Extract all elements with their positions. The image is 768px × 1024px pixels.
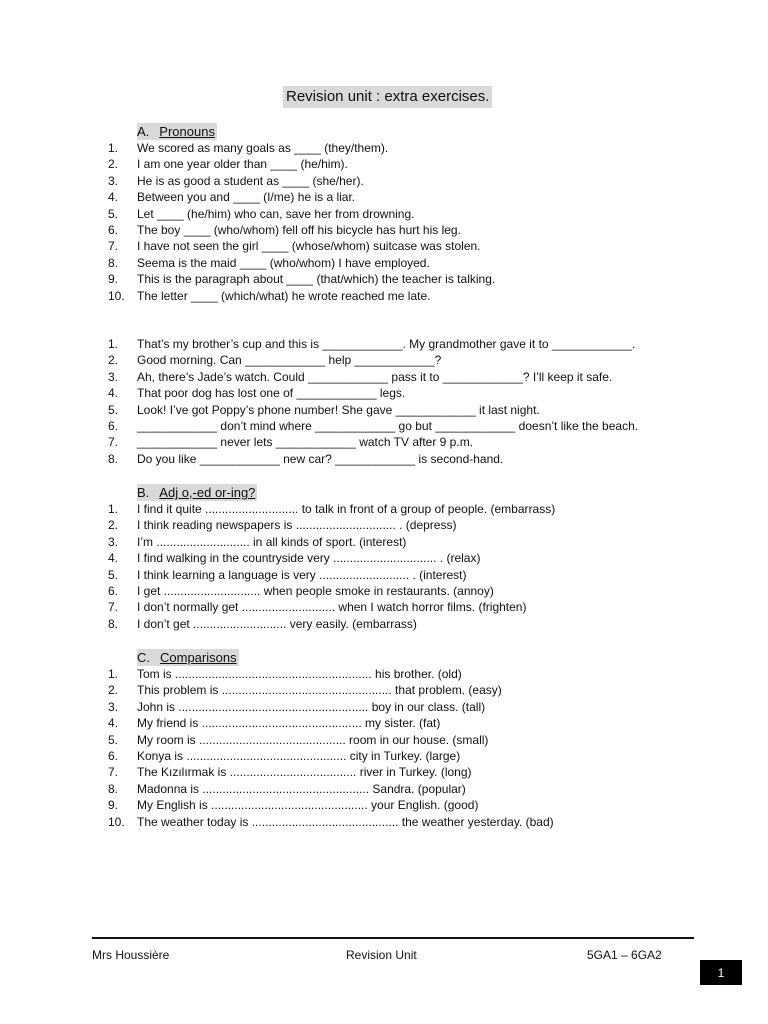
item-text: Good morning. Can ____________ help ____________? [137, 353, 442, 368]
exercise-item [108, 517, 555, 533]
item-number: 4. [108, 386, 119, 401]
exercise-item [108, 599, 555, 615]
item-text: I am one year older than ____ (he/him). [137, 157, 348, 172]
item-number: 6. [108, 418, 119, 433]
item-text: I find it quite ............................ to talk in front of a group of people. (embarrass) [137, 502, 556, 516]
section-title: Pronouns [159, 124, 215, 139]
section-c-heading [137, 649, 239, 666]
item-text: I think learning a language is very ........................... . (interest) [137, 567, 467, 582]
exercise-item [108, 567, 555, 583]
item-number: 3. [108, 699, 119, 714]
item-number: 7. [108, 435, 119, 450]
page-number: 1 [700, 960, 742, 985]
item-text: My room is ............................................ room in our house. (small) [137, 732, 489, 747]
exercise-item [108, 764, 554, 780]
exercise-item [108, 583, 555, 599]
exercise-item [108, 288, 495, 304]
item-number: 4. [108, 716, 119, 731]
item-number: 5. [108, 732, 119, 747]
item-number: 4. [108, 190, 119, 205]
item-number: 5. [108, 402, 119, 417]
item-number: 5. [108, 567, 119, 582]
item-number: 1. [108, 502, 119, 516]
exercise-item [108, 156, 495, 172]
section-title: Comparisons [160, 650, 237, 665]
item-text: The letter ____ (which/what) he wrote reached me late. [137, 288, 431, 303]
item-number: 2. [108, 683, 119, 698]
item-text: That’s my brother’s cup and this is ____________. My grandmother gave it to ____________. [137, 337, 636, 351]
item-text: I’m ............................ in all kinds of sport. (interest) [137, 534, 407, 549]
item-text: I get ............................. when people smoke in restaurants. (annoy) [137, 583, 494, 598]
exercise-item [108, 206, 495, 222]
item-number: 3. [108, 534, 119, 549]
exercise-item [108, 814, 554, 830]
footer-author: Mrs Houssière [92, 948, 170, 962]
item-text: He is as good a student as ____ (she/her). [137, 173, 364, 188]
exercise-item [108, 222, 495, 238]
exercise-item [108, 402, 638, 418]
exercise-item [108, 682, 554, 698]
item-number: 8. [108, 781, 119, 796]
item-number: 9. [108, 798, 119, 813]
exercise-item [108, 699, 554, 715]
exercise-item [108, 255, 495, 271]
page-title: Revision unit : extra exercises. [283, 86, 492, 108]
footer-classes: 5GA1 – 6GA2 [587, 948, 662, 962]
item-number: 8. [108, 255, 119, 270]
item-text: ____________ never lets ____________ watch TV after 9 p.m. [137, 435, 474, 450]
adjectives-list [108, 501, 555, 632]
item-number: 8. [108, 616, 119, 631]
item-text: I have not seen the girl ____ (whose/whom) suitcase was stolen. [137, 239, 481, 254]
exercise-item [108, 732, 554, 748]
exercise-item [108, 451, 638, 467]
exercise-item [108, 534, 555, 550]
item-text: Do you like ____________ new car? ____________ is second-hand. [137, 451, 504, 466]
item-number: 8. [108, 451, 119, 466]
item-text: The Kızılırmak is ...................................... river in Turkey. (long) [137, 765, 472, 780]
item-text: My friend is ................................................ my sister. (fat) [137, 716, 441, 731]
item-text: I think reading newspapers is .............................. . (depress) [137, 518, 457, 533]
item-number: 2. [108, 353, 119, 368]
item-text: I don’t get ............................ very easily. (embarrass) [137, 616, 417, 631]
exercise-item [108, 369, 638, 385]
item-number: 1. [108, 337, 119, 351]
exercise-item [108, 666, 554, 682]
exercise-item [108, 616, 555, 632]
item-number: 6. [108, 222, 119, 237]
item-number: 1. [108, 667, 119, 681]
section-letter: C. [137, 650, 150, 665]
item-number: 4. [108, 551, 119, 566]
item-text: Konya is ................................................ city in Turkey. (large) [137, 748, 461, 763]
item-number: 7. [108, 765, 119, 780]
item-number: 2. [108, 518, 119, 533]
exercise-item [108, 748, 554, 764]
item-text: John is ......................................................... boy in our class. (tall) [137, 699, 486, 714]
exercise-item [108, 434, 638, 450]
exercise-item [108, 189, 495, 205]
exercise-item [108, 352, 638, 368]
section-letter: A. [137, 124, 150, 139]
item-text: This problem is ................................................... that problem. (easy) [137, 683, 502, 698]
pronouns-list [108, 140, 495, 304]
possessives-list [108, 336, 638, 467]
comparisons-list [108, 666, 554, 830]
item-number: 3. [108, 369, 119, 384]
section-title: Adj o,-ed or-ing? [159, 485, 256, 500]
item-text: The weather today is ............................................ the weather yesterday. (bad) [137, 814, 554, 829]
item-text: Between you and ____ (I/me) he is a liar. [137, 190, 356, 205]
exercise-item [108, 173, 495, 189]
item-text: That poor dog has lost one of ____________ legs. [137, 386, 406, 401]
item-text: This is the paragraph about ____ (that/which) the teacher is talking. [137, 272, 496, 287]
footer-divider [92, 937, 694, 939]
item-text: Look! I’ve got Poppy’s phone number! She gave ____________ it last night. [137, 402, 540, 417]
item-text: Let ____ (he/him) who can, save her from drowning. [137, 206, 415, 221]
item-number: 1. [108, 141, 119, 155]
item-text: Ah, there’s Jade’s watch. Could ____________ pass it to ____________? I’ll keep it safe. [137, 369, 613, 384]
exercise-item [108, 271, 495, 287]
exercise-item [108, 385, 638, 401]
item-text: ____________ don’t mind where ____________ go but ____________ doesn’t like the beach. [137, 418, 639, 433]
exercise-item [108, 715, 554, 731]
item-text: My English is ............................................... your English. (good) [137, 798, 479, 813]
item-number: 7. [108, 600, 119, 615]
item-text: The boy ____ (who/whom) fell off his bicycle has hurt his leg. [137, 222, 461, 237]
item-number: 6. [108, 583, 119, 598]
item-number: 10. [108, 814, 125, 829]
item-text: I find walking in the countryside very ............................... . (relax) [137, 551, 481, 566]
section-a-heading [137, 123, 217, 140]
item-number: 2. [108, 157, 119, 172]
item-text: Seema is the maid ____ (who/whom) I have employed. [137, 255, 430, 270]
item-text: We scored as many goals as ____ (they/them). [137, 141, 389, 155]
exercise-item [108, 501, 555, 517]
item-text: Madonna is .................................................. Sandra. (popular) [137, 781, 466, 796]
exercise-item [108, 781, 554, 797]
exercise-item [108, 797, 554, 813]
exercise-item [108, 550, 555, 566]
item-number: 3. [108, 173, 119, 188]
exercise-item [108, 336, 638, 352]
item-number: 6. [108, 748, 119, 763]
footer-unit: Revision Unit [346, 948, 417, 962]
item-text: Tom is ........................................................... his brother. (old) [137, 667, 462, 681]
item-number: 7. [108, 239, 119, 254]
section-b-heading [137, 484, 257, 501]
item-number: 9. [108, 272, 119, 287]
exercise-item [108, 418, 638, 434]
item-text: I don’t normally get ............................ when I watch horror films. (frighten) [137, 600, 527, 615]
item-number: 10. [108, 288, 125, 303]
section-letter: B. [137, 485, 150, 500]
exercise-item [108, 140, 495, 156]
item-number: 5. [108, 206, 119, 221]
exercise-item [108, 238, 495, 254]
